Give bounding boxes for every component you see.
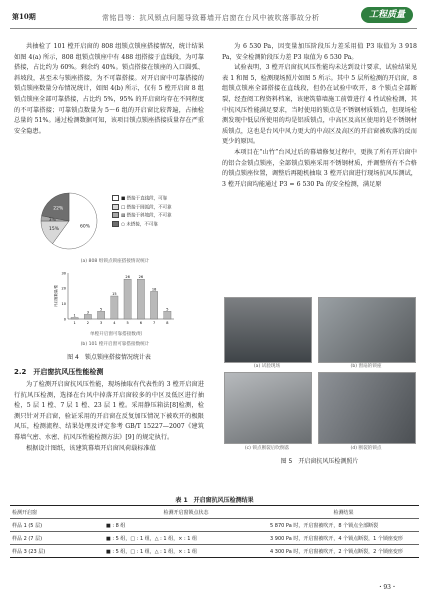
paragraph: 共抽检了 101 樘开启窗的 808 组锁点锁座搭接情况，统计结果如图 4(a) 所示，808 组锁点锁座中有 488 组搭接于直线段，为可靠搭接，占比约为 60%。剩余约 40%。锁点搭接在锁座的入口圆弧、斜坡段，甚至未与锁座搭接，为不可靠搭接。对开启窗中可靠搭接的锁点锁座数量分布情况统计，如图 4(b) 所示，仅有 5 樘开启窗 8 组锁点锁座全部可靠搭接，占比约 5%，95% 的开启窗均存在不同程度的不可靠搭接；可靠锁点数量为 5～6 组的开启窗比较普遍，占抽检总量的 51%。通过检测数据可知，该项目锁点锁座搭接质量存在严重安全隐患。: [14, 43, 204, 135]
bar: [150, 291, 157, 319]
bar: [97, 311, 104, 319]
pie-label: 15%: [49, 227, 60, 233]
paragraph: 为 6 530 Pa，因变量加压阶段压力差采用值 P3 取值为 3 918 Pa，安全检测阶段压力差 P3 取值为 6 530 Pa。: [222, 43, 417, 61]
table-row: [10, 532, 419, 545]
bar: [84, 314, 91, 319]
bar-value-label: 3: [86, 310, 89, 315]
pie-label: 22%: [53, 206, 64, 212]
journal-logo: 工程质量: [361, 7, 413, 23]
table-header: 检测结果: [268, 506, 419, 519]
page-number: ・93・: [377, 584, 397, 591]
pie-chart: [38, 190, 100, 252]
bar: [164, 311, 171, 319]
legend-item: □ 搭接于圆弧段，不可靠: [121, 205, 172, 210]
bar-xtick: 7: [153, 321, 156, 325]
paragraph: 本项目在“山竹”台风过后的幕墙修复过程中，更换了所有开启窗中的铝合金锁点锁座，全部锁点锁座采用不锈钢材质，并调整所有不合格的锁点锁座位置，调整后再随机抽取 3 樘开启窗进行现场抗风压测试，3 樘开启窗均能通过 P3 = 6 530 Pa 的安全检测，满足原: [222, 148, 417, 188]
bar-xtick: 5: [126, 321, 129, 325]
bar-value-label: 18: [151, 287, 157, 292]
results-table: [10, 505, 419, 558]
running-title: 常铭昌等：抗风锁点问题导致幕墙开启窗在台风中被吹落事故分析: [102, 14, 320, 22]
bar-ytick: 0: [63, 317, 66, 322]
caption-photo-c: (c) 锁点断裂后吹倒落: [244, 446, 290, 451]
photo-broken-lock: [318, 372, 416, 444]
table-cell: 3 900 Pa 时，开启窗被吹开，4 个锁点断裂，1 个锁座变形: [268, 532, 419, 545]
bar-xtick: 2: [86, 321, 89, 325]
bar-xlabel: 单樘开启窗可靠搭接数/组: [89, 332, 143, 337]
bar: [137, 279, 144, 319]
table-cell: ■ : 5 组，□ : 1 组，△ : 1 组，× : 1 组: [104, 532, 268, 545]
table-title: 表 1 开启窗抗风压检测结果: [175, 497, 254, 504]
bar-value-label: 26: [138, 275, 144, 280]
table-row: [10, 519, 419, 532]
photo-broken-fall: [224, 372, 312, 444]
table-cell: 样品 3 (23 层): [10, 545, 104, 558]
table-cell: 样品 1 (5 层): [10, 519, 104, 532]
bar-axes: [68, 273, 174, 319]
figure-5-title: 图 5 开启窗抗风压检测照片: [280, 458, 359, 465]
bar: [124, 279, 131, 319]
issue-number: 第10期: [12, 12, 36, 21]
table-cell: ■ : 5 组，□ : 1 组，△ : 1 组，× : 1 组: [104, 545, 268, 558]
page-header: [10, 6, 417, 29]
bar-ytick: 20: [61, 286, 66, 291]
bar-chart: [54, 269, 178, 329]
table-header: 检测开启窗: [10, 506, 104, 519]
bar-ylabel: 开启窗数量/樘: [54, 284, 58, 308]
pie-legend: [112, 195, 172, 229]
left-column: [14, 42, 204, 137]
table-cell: 4 300 Pa 时，开启窗被吹开，2 个锁点断裂，2 个锁座变形: [268, 545, 419, 558]
table-header-row: [10, 506, 419, 519]
bar-xtick: 1: [73, 321, 76, 325]
right-column: [222, 42, 417, 190]
legend-item: ■ 搭接于直线段，可靠: [121, 196, 168, 202]
table-cell: 5 870 Pa 时，开启窗被吹开，8 个锁点全部断裂: [268, 519, 419, 532]
bar-xtick: 6: [139, 321, 142, 325]
caption-b: (b) 101 樘开启窗可靠搭接数统计: [80, 342, 150, 347]
bar-value-label: 1: [73, 313, 76, 318]
table-cell: ■ : 8 组: [104, 519, 268, 532]
bar-xtick: 8: [166, 321, 169, 325]
bar-value-label: 5: [100, 307, 103, 312]
legend-item: ○ 未搭接，不可靠: [121, 222, 158, 227]
paragraph: 根据设计图纸，该建筑幕墙开启窗风荷载标准值: [26, 444, 156, 452]
bar-ytick: 10: [61, 301, 66, 306]
paragraph: 试验表明，3 樘开启窗抗风压性能均未达到设计要求，试验结果见表 1 和图 5，检测现场照片如图 5 所示。其中 5 层所检测的开启窗，8 组锁点锁座全部搭接在直线段，但仍在试验中吹开，8 个锁点全部断裂，经查阅工程资料档案，该建筑幕墙施工前曾进行 4 性试验检测，其中抗风压性能满足要求，当时使用的锁点是不锈钢材质锁点，但现场检测发现中低层所使用的均是铝质锁点，中高区及高区使用的是不锈钢材质锁点，这也是台风中风力更大的中高区及高区的开启窗被吹落的反而更少的原因。: [222, 64, 417, 146]
caption-a: (a) 808 组锁点锁座搭接情况统计: [80, 259, 150, 264]
bar-value-label: 26: [125, 275, 130, 280]
table-header: 检测开启窗锁点状态: [104, 506, 268, 519]
table-row: [10, 545, 419, 558]
bar-xtick: 4: [113, 321, 116, 325]
table-cell: 样品 2 (7 层): [10, 532, 104, 545]
bar-value-label: 5: [166, 307, 169, 312]
pie-label: 60%: [79, 224, 90, 230]
bar: [71, 317, 78, 319]
paragraph: 为了检测开启窗抗风压性能，现场抽取有代表性的 3 樘开启窗进行抗风压检测，选择在台风中掉落开启窗较多的中区及低区进行抽检，5 层 1 樘、7 层 1 樘、23 层 1 樘。采用静压箱法[8]检测，检测只针对开启窗，验证采用的开启窗在反复加压情况下被吹开的极限风压，检测流程、结果处理及评定参考 GB/T 15227—2007《建筑幕墙气密、水密、抗风压性能检测方法》[9] 的规定执行。: [14, 381, 204, 441]
bar-ytick: 30: [61, 271, 66, 276]
bar: [111, 296, 118, 319]
bar-xtick: 3: [100, 321, 103, 325]
legend-item: ▨ 搭接于斜坡段，不可靠: [121, 213, 172, 219]
figure-4-title: 图 4 锁点锁座搭接情况统计表: [67, 354, 151, 361]
photo-lock-seat: [318, 297, 416, 363]
section-heading: 2.2 开启窗抗风压性能检测: [14, 368, 104, 376]
bar-value-label: 15: [112, 292, 117, 296]
caption-photo-d: (d) 断裂的锁点: [350, 446, 382, 451]
left-column-2: [14, 380, 204, 454]
caption-photo-a: (a) 试验现场: [253, 364, 281, 369]
caption-photo-b: (b) 窗扇的锁座: [350, 364, 382, 369]
pie-label: 3%: [48, 217, 56, 223]
photo-test-site: [224, 297, 312, 363]
